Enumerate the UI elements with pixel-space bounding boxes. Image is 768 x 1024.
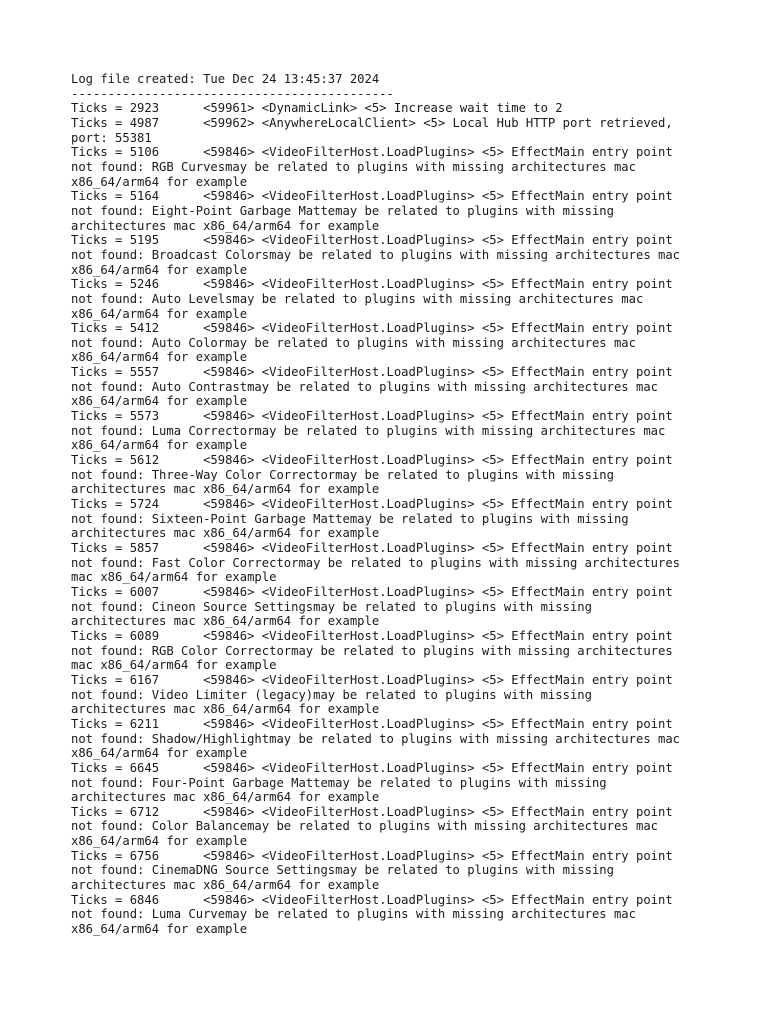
log-line: Ticks = 5612 <59846> <VideoFilterHost.LoadPlugins> <5> EffectMain entry point <box>71 453 673 468</box>
log-line: Ticks = 6756 <59846> <VideoFilterHost.LoadPlugins> <5> EffectMain entry point <box>71 848 673 863</box>
log-line: not found: Auto Colormay be related to plugins with missing architectures mac <box>71 335 636 350</box>
log-line: Ticks = 6089 <59846> <VideoFilterHost.LoadPlugins> <5> EffectMain entry point <box>71 628 673 643</box>
log-line: Ticks = 5106 <59846> <VideoFilterHost.LoadPlugins> <5> EffectMain entry point <box>71 145 673 160</box>
log-line: architectures mac x86_64/arm64 for example <box>71 526 380 541</box>
log-line: not found: RGB Color Correctormay be related to plugins with missing architectures <box>71 643 673 658</box>
log-line: Ticks = 6007 <59846> <VideoFilterHost.LoadPlugins> <5> EffectMain entry point <box>71 584 673 599</box>
log-line: x86_64/arm64 for example <box>71 746 248 761</box>
log-line: architectures mac x86_64/arm64 for example <box>71 482 380 497</box>
log-line: Ticks = 5857 <59846> <VideoFilterHost.LoadPlugins> <5> EffectMain entry point <box>71 541 673 555</box>
log-line: Ticks = 5195 <59846> <VideoFilterHost.LoadPlugins> <5> EffectMain entry point <box>71 233 673 248</box>
log-line: not found: Four-Point Garbage Mattemay be related to plugins with missing <box>71 775 607 790</box>
log-line: x86_64/arm64 for example <box>71 350 248 365</box>
log-line: not found: RGB Curvesmay be related to plugins with missing architectures mac <box>71 159 636 174</box>
log-line: Ticks = 4987 <59962> <AnywhereLocalClient> <5> Local Hub HTTP port retrieved, <box>71 115 673 130</box>
log-line: Ticks = 2923 <59961> <DynamicLink> <5> Increase wait time to 2 <box>71 101 563 116</box>
log-line: not found: Shadow/Highlightmay be related to plugins with missing architectures mac <box>71 731 681 746</box>
log-line: not found: Auto Contrastmay be related to plugins with missing architectures mac <box>71 379 658 394</box>
log-line: not found: Color Balancemay be related to plugins with missing architectures mac <box>71 819 658 834</box>
log-line: x86_64/arm64 for example <box>71 394 248 409</box>
log-line: architectures mac x86_64/arm64 for example <box>71 790 380 805</box>
log-line: architectures mac x86_64/arm64 for example <box>71 878 380 893</box>
log-line: not found: Video Limiter (legacy)may be related to plugins with missing <box>71 687 592 702</box>
log-line: not found: Eight-Point Garbage Mattemay be related to plugins with missing <box>71 203 614 218</box>
log-line: not found: Fast Color Correctormay be related to plugins with missing architectures <box>71 555 681 570</box>
log-line: not found: CinemaDNG Source Settingsmay be related to plugins with missing <box>71 863 614 878</box>
log-line: x86_64/arm64 for example <box>71 834 248 849</box>
log-line: not found: Broadcast Colorsmay be related to plugins with missing architectures mac <box>71 247 681 262</box>
log-line: x86_64/arm64 for example <box>71 438 248 453</box>
log-line: Ticks = 6846 <59846> <VideoFilterHost.LoadPlugins> <5> EffectMain entry point <box>71 892 673 907</box>
log-line: Ticks = 5164 <59846> <VideoFilterHost.LoadPlugins> <5> EffectMain entry point <box>71 189 673 204</box>
log-line: Ticks = 5573 <59846> <VideoFilterHost.LoadPlugins> <5> EffectMain entry point <box>71 409 673 424</box>
log-separator-line: -------------------------------------------- <box>71 86 394 101</box>
log-line: not found: Cineon Source Settingsmay be related to plugins with missing <box>71 599 592 614</box>
log-line: Ticks = 5412 <59846> <VideoFilterHost.LoadPlugins> <5> EffectMain entry point <box>71 321 673 336</box>
log-line: not found: Sixteen-Point Garbage Mattemay be related to plugins with missing <box>71 511 629 526</box>
log-line: not found: Luma Correctormay be related to plugins with missing architectures mac <box>71 423 666 438</box>
log-line: Ticks = 5724 <59846> <VideoFilterHost.LoadPlugins> <5> EffectMain entry point <box>71 497 673 512</box>
log-line: architectures mac x86_64/arm64 for example <box>71 702 380 717</box>
log-line: x86_64/arm64 for example <box>71 306 248 321</box>
log-line: x86_64/arm64 for example <box>71 922 248 937</box>
log-line: not found: Auto Levelsmay be related to plugins with missing architectures mac <box>71 291 644 306</box>
log-line: not found: Luma Curvemay be related to plugins with missing architectures mac <box>71 907 636 922</box>
log-line: Ticks = 6712 <59846> <VideoFilterHost.LoadPlugins> <5> EffectMain entry point <box>71 804 673 819</box>
log-line: port: 55381 <box>71 130 152 145</box>
log-line: Ticks = 5246 <59846> <VideoFilterHost.LoadPlugins> <5> EffectMain entry point <box>71 277 673 292</box>
log-line: architectures mac x86_64/arm64 for example <box>71 614 380 629</box>
log-line: not found: Three-Way Color Correctormay be related to plugins with missing <box>71 467 614 482</box>
log-line: mac x86_64/arm64 for example <box>71 658 277 673</box>
log-line: architectures mac x86_64/arm64 for example <box>71 218 380 233</box>
log-line: x86_64/arm64 for example <box>71 174 248 189</box>
log-line: Ticks = 6645 <59846> <VideoFilterHost.LoadPlugins> <5> EffectMain entry point <box>71 760 673 775</box>
log-line: Ticks = 5557 <59846> <VideoFilterHost.LoadPlugins> <5> EffectMain entry point <box>71 365 673 380</box>
log-line: Ticks = 6211 <59846> <VideoFilterHost.LoadPlugins> <5> EffectMain entry point <box>71 716 673 731</box>
log-line: mac x86_64/arm64 for example <box>71 570 277 585</box>
log-line: x86_64/arm64 for example <box>71 262 248 277</box>
log-line: Ticks = 6167 <59846> <VideoFilterHost.LoadPlugins> <5> EffectMain entry point <box>71 672 673 687</box>
log-header-line: Log file created: Tue Dec 24 13:45:37 2024 <box>71 72 380 86</box>
log-text <box>71 72 711 937</box>
